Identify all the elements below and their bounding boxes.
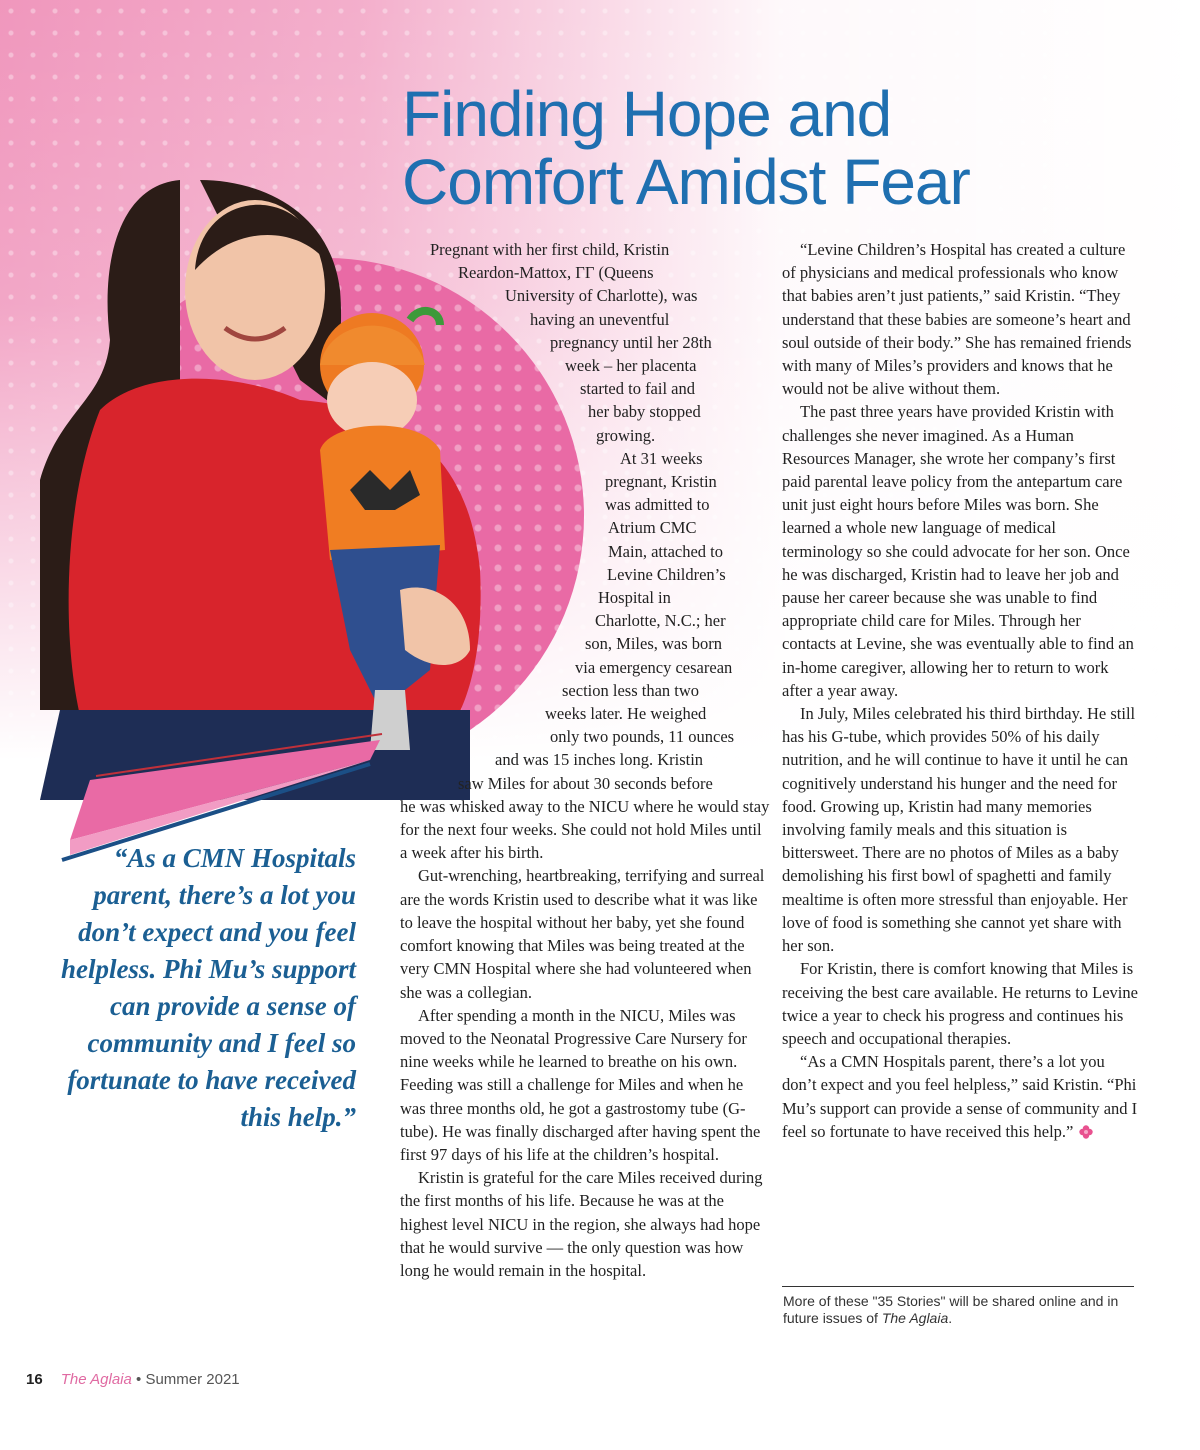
intro-tail: he was whisked away to the NICU where he would stay for the next four weeks. She could not hold Miles until a week after his birth. [400,796,770,863]
page-footer [26,1371,240,1388]
paragraph-7: In July, Miles celebrated his third birthday. He still has his G-tube, which provides 50% of his daily nutrition, and he will continue to have it until he can cognitively understand his hunger and the need for food. Growing up, Kristin had many memories involving family meals and this situation is bittersweet. There are no photos of Miles as a baby demolishing his first bowl of spaghetti and family mealtime is often more stressful than enjoyable. Her love of food is something she cannot yet share with her son. [782,704,1136,956]
shaped-line: and was 15 inches long. Kristin [495,750,704,770]
paragraph-5: “Levine Children’s Hospital has created a culture of physicians and medical professionals who know that babies aren’t just patients,” said Kristin. “They understand that these babies are someone’s heart and soul outside of their body.” She has remained friends with many of Miles’s providers and knows that he would not be alive without them. [782,240,1132,399]
shaped-line: via emergency cesarean [575,657,733,677]
shaped-line: pregnant, Kristin [605,472,717,492]
paragraph-2: Gut-wrenching, heartbreaking, terrifying and surreal are the words Kristin used to describe what it was like to leave the hospital without her baby, yet she found comfort knowing that Miles was being treated at the very CMN Hospital where she had volunteered when she was a collegian. [400,866,765,1002]
shaped-line: Pregnant with her first child, Kristin [430,240,670,259]
shaped-line: having an uneventful [530,309,670,329]
paragraph-9 [782,1050,1138,1143]
page-number: 16 [26,1371,43,1388]
shaped-line: her baby stopped [588,402,701,422]
shaped-intro [400,238,770,795]
title-line-1: Finding Hope and [402,78,892,150]
footer-magazine: The Aglaia [60,1371,132,1388]
shaped-line: Reardon-Mattox, ΓΓ (Queens [458,263,654,283]
shaped-line: week – her placenta [565,356,697,376]
footer-separator: • [131,1371,146,1388]
footer-issue: Summer 2021 [145,1371,240,1388]
footnote-end: . [948,1310,953,1326]
footnote-magazine: The Aglaia [881,1310,949,1326]
shaped-line: saw Miles for about 30 seconds before [458,773,713,793]
paragraph-8: For Kristin, there is comfort knowing that Miles is receiving the best care available. He returns to Levine twice a year to check his progress and continues his speech and occupational therapies. [782,959,1138,1048]
shaped-line: University of Charlotte), was [505,286,698,306]
pull-quote: “As a CMN Hospitals parent, there’s a lot you don’t expect and you feel helpless. Phi Mu’s support can provide a sense of community and I feel so fortunate to have received this help.” [60,843,356,1132]
closing-quote: “As a CMN Hospitals parent, there’s a lot you don’t expect and you feel helpless,” said Kristin. “Phi Mu’s support can provide a sense of community and I feel so fortunate to have received this help.” [782,1052,1138,1141]
phi-mu-flower-icon [1079,1125,1093,1139]
right-column [782,238,1138,1143]
shaped-line: growing. [596,425,656,445]
shaped-line: started to fail and [580,379,696,399]
shaped-line: Main, attached to [608,541,724,561]
footnote-text: More of these "35 Stories" will be shared online and in future issues of [783,1293,1119,1326]
shaped-line: Charlotte, N.C.; her [595,611,726,631]
footnote [783,1293,1143,1327]
shaped-line: only two pounds, 11 ounces [550,727,735,747]
left-column [400,238,770,1282]
shaped-line: At 31 weeks [620,448,703,468]
paragraph-3: After spending a month in the NICU, Miles was moved to the Neonatal Progressive Care Nursery for nine weeks while he learned to breathe on his own. Feeding was still a challenge for Miles and when he was three months old, he got a gastrostomy tube (G-tube). He was finally discharged after having spent the first 97 days of his life at the children’s hospital. [400,1005,761,1164]
paragraph-4: Kristin is grateful for the care Miles received during the first months of his life. Because he was at the highest level NICU in the region, she always had hope that he would survive — the only question was how long he would remain in the hospital. [400,1168,763,1280]
shaped-line: pregnancy until her 28th [550,332,712,352]
shaped-line: son, Miles, was born [585,634,723,654]
shaped-line: Levine Children’s [607,564,726,584]
shaped-line: Atrium CMC [608,518,697,538]
shaped-line: weeks later. He weighed [545,704,707,724]
shaped-line: section less than two [562,680,700,700]
title-line-2: Comfort Amidst Fear [402,146,970,218]
shaped-line: Hospital in [598,588,671,608]
shaped-line: was admitted to [605,495,710,515]
footnote-rule [782,1286,1134,1287]
paragraph-6: The past three years have provided Kristin with challenges she never imagined. As a Human Resources Manager, she wrote her company’s first paid parental leave policy from the antepartum care unit just eight hours before Miles was born. She learned a whole new language of medical terminology so she could advocate for her son. Once he was discharged, Kristin had to leave her job and pause her career because she was unable to find appropriate child care for Miles. Through her contacts at Levine, she was eventually able to find an in-home caregiver, allowing her to return to work after a year away. [782,402,1134,700]
